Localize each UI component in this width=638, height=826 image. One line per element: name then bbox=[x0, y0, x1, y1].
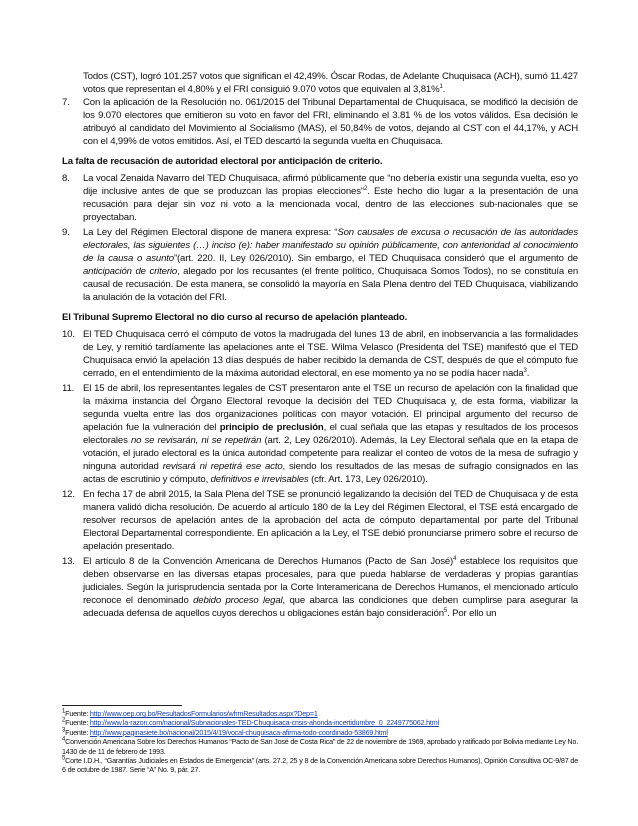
footnote-ref-5[interactable]: 5 bbox=[443, 607, 448, 614]
paragraph-7 bbox=[62, 96, 578, 148]
paragraph-text: En fecha 17 de abril 2015, la Sala Plena del TSE se pronunció legalizando la decisión del TED de Chuquisaca y de esta manera validó dicha resolución. De acuerdo al artículo 180 de la Ley del Régimen Electoral, el TSE está encargado de resolver recursos de apelación antes de la aprobación del acta de cómputo departamental por parte del Tribunal Electoral Departamental correspondiente. En aplicación a la Ley, el TSE debió pronunciarse primero sobre el recurso de apelación presentado. bbox=[83, 489, 578, 552]
italic-term: anticipación de criterio bbox=[83, 266, 178, 277]
section-heading-recusacion: La falta de recusación de autoridad electoral por anticipación de criterio. bbox=[62, 156, 383, 167]
paragraph-number: 9. bbox=[62, 227, 70, 238]
paragraph-number: 10. bbox=[62, 329, 75, 340]
text-run: La Ley del Régimen Electoral dispone de manera expresa: “ bbox=[83, 227, 338, 238]
footnote-2 bbox=[62, 718, 578, 727]
paragraph-text bbox=[83, 382, 578, 486]
paragraph-number: 13. bbox=[62, 556, 75, 567]
footnote-label: Fuente: bbox=[65, 727, 90, 737]
italic-quote: Son causales de excusa o recusación de las autoridades electorales, las siguientes (…) inciso (e): haber manifestado su opinión públicamente, con anterioridad al conocimiento de la causa o asunto bbox=[83, 227, 578, 264]
text-run: . bbox=[526, 368, 530, 379]
paragraph-text bbox=[83, 328, 578, 380]
text-run: La vocal Zenaida Navarro del TED Chuquisaca, afirmó públicamente que “no debería existir una segunda vuelta, eso yo dije inclusive antes de que se produzcan las propias elecciones” bbox=[83, 173, 578, 197]
text-run: (cfr. Art. 173, Ley 026/2010). bbox=[308, 474, 428, 485]
text-run: . Por ello un bbox=[447, 608, 497, 619]
text-run: , que abarca las condiciones que deben cumplirse para asegurar la adecuada defensa de aquellos cuyos derechos u obligaciones están bajo consideración bbox=[83, 595, 578, 619]
italic-term: debido proceso legal bbox=[193, 595, 283, 606]
paragraph-number: 8. bbox=[62, 173, 70, 184]
paragraph-text bbox=[83, 226, 578, 304]
footnote-separator bbox=[62, 705, 182, 706]
footnote-number: 5 bbox=[62, 755, 66, 762]
footnote-text: Corte I.D.H., “Garantías Judiciales en Estados de Emergencia” (arts. 27.2, 25 y 8 de la Convención Americana sobre Derechos Humanos), Opinión Consultiva OC-9/87 de 6 de octubre de 1987. Serie “A” No. 9, pár. 27. bbox=[62, 756, 578, 775]
text-run: , el cual señala que las etapas y resultados de los procesos electorales bbox=[83, 422, 578, 446]
footnote-number: 2 bbox=[62, 718, 66, 725]
continuation-text: Todos (CST), logró 101.257 votos que significan el 42,49%. Óscar Rodas, de Adelante Chuquisaca (ACH), sumó 11.427 votos que representan el 4,80% y el FRI consiguió 9.070 votos que equivalen al 3,81% bbox=[83, 71, 578, 95]
paragraph-number: 7. bbox=[62, 97, 70, 108]
text-run: El TED Chuquisaca cerró el cómputo de votos la madrugada del lunes 13 de abril, en inobservancia a las formalidades de Ley, y remitió tardíamente las apelaciones ante el TSE. Wilma Velasco (Presidenta del TSE) manifestó que el TED Chuquisaca envió la apelación 13 días después de haber recibido la demanda de CST, después de que el cómputo fue cerrado, en el entendimiento de la máxima autoridad electoral, en ese momento ya no se podía hacer nada bbox=[83, 329, 578, 379]
footnote-3 bbox=[62, 728, 578, 737]
footnote-number: 4 bbox=[62, 736, 66, 743]
footnote-label: Fuente: bbox=[65, 718, 90, 728]
text-run: El 15 de abril, los representantes legales de CST presentaron ante el TSE un recurso de apelación con la finalidad que la máxima instancia del Órgano Electoral revoque la decisión del TED Chuquisaca y, de esta forma, viabilizar la segunda vuelta entre las dos organizaciones políticas con mayor votación. El principal argumento del recurso de apelación fue la vulneración del bbox=[83, 383, 578, 433]
footnote-ref-1[interactable]: 1 bbox=[439, 83, 443, 90]
footnote-ref-3[interactable]: 3 bbox=[523, 367, 527, 374]
paragraph-text bbox=[83, 172, 578, 224]
section-heading-tse: El Tribunal Supremo Electoral no dio curso al recurso de apelación planteado. bbox=[62, 312, 408, 323]
footnote-4 bbox=[62, 737, 578, 756]
paragraph-number: 12. bbox=[62, 489, 75, 500]
text-run: ”(art. 220. II, Ley 026/2010). Sin embargo, el TED Chuquisaca consideró que el argumento de bbox=[173, 253, 578, 264]
continuation-paragraph bbox=[62, 70, 578, 96]
italic-term: no se revisarán, ni se repetirán bbox=[130, 435, 262, 446]
text-run: El artículo 8 de la Convención Americana de Derechos Humanos (Pacto de San José) bbox=[83, 556, 454, 567]
paragraph-13 bbox=[62, 555, 578, 620]
footnote-ref-2[interactable]: 2 bbox=[363, 185, 368, 192]
main-text bbox=[62, 70, 578, 622]
bold-term: principio de preclusión bbox=[219, 422, 324, 433]
footnote-number: 1 bbox=[62, 708, 66, 715]
text-run: , alegado por los recusantes (el frente político, Chuquisaca Somos Todos), no se constituía en causal de recusación. De esta manera, se consolidó la mayoría en Sala Plena dentro del TED Chuquisaca, viabilizando la anulación de la votación del FRI. bbox=[83, 266, 578, 303]
footnotes bbox=[62, 709, 578, 775]
footnote-5 bbox=[62, 756, 578, 775]
text-run: establece los requisitos que deben observarse en las diversas etapas procesales, para que pueda hablarse de verdaderas y propias garantías judiciales. Según la jurisprudencia sentada por la Corte Interamericana de Derechos Humanos, el mencionado artículo reconoce el denominado bbox=[83, 556, 578, 606]
paragraph-text bbox=[83, 555, 578, 620]
footnote-link[interactable]: http://www.la-razon.com/nacional/Subnacionales-TED-Chuquisaca-crisis-ahonda-incertidumbre_0_2249775062.html bbox=[89, 718, 439, 728]
italic-term: definitivos e irrevisables bbox=[210, 474, 309, 485]
footnote-ref-4[interactable]: 4 bbox=[453, 555, 457, 562]
footnote-label: Fuente: bbox=[65, 709, 90, 718]
footnote-1 bbox=[62, 709, 578, 718]
paragraph-10 bbox=[62, 328, 578, 380]
paragraph-11 bbox=[62, 382, 578, 486]
text-run: . Este hecho dio lugar a la presentación de una recusación para dejar sin voz ni voto a la mencionada vocal, dentro de las elecciones sub-nacionales que se proyectaban. bbox=[83, 186, 578, 223]
footnote-text: Convención Americana Sobre los Derechos Humanos “Pacto de San José de Costa Rica” de 22 de noviembre de 1969, aprobado y ratificado por Bolivia mediante Ley No. 1430 de de 11 de febrero de 1993. bbox=[62, 737, 578, 756]
footnote-link[interactable]: http://www.oep.org.bo/ResultadosFormularios/wfrmResultados.aspx?Dep=1 bbox=[89, 709, 318, 718]
paragraph-12 bbox=[62, 488, 578, 553]
paragraph-text: Con la aplicación de la Resolución no. 061/2015 del Tribunal Departamental de Chuquisaca, se modificó la decisión de los 9.070 electores que emitieron su voto en favor del FRI, eliminando el 3.81 % de los votos válidos. Esa decisión le atribuyó al candidato del Movimiento al Socialismo (MAS), el 50,84% de votos, dejando al CST con el 44,17%, y ACH con el 4,99% de votos emitidos. Así, el TED descartó la segunda vuelta en Chuquisaca. bbox=[83, 97, 578, 147]
italic-term: revisará ni repetirá ese acto bbox=[162, 461, 283, 472]
paragraph-9 bbox=[62, 226, 578, 304]
footnote-link[interactable]: http://www.paginasiete.bo/nacional/2015/4/19/vocal-chuquisaca-afirma-todo-coordinado-53869.html bbox=[89, 727, 388, 737]
text-run: (art. 2, Ley 026/2010). Además, la Ley Electoral señala que en la etapa de votación, el jurado electoral es la única autoridad competente para realizar el conteo de votos de la mesa de sufragio y ninguna autoridad bbox=[83, 435, 579, 472]
paragraph-number: 11. bbox=[62, 383, 75, 394]
continuation-end: . bbox=[442, 84, 446, 95]
footnote-number: 3 bbox=[62, 727, 66, 734]
paragraph-8 bbox=[62, 172, 578, 224]
text-run: , siendo los resultados de las mesas de sufragio consignados en las actas de escrutinio y cómputo, bbox=[83, 461, 579, 485]
